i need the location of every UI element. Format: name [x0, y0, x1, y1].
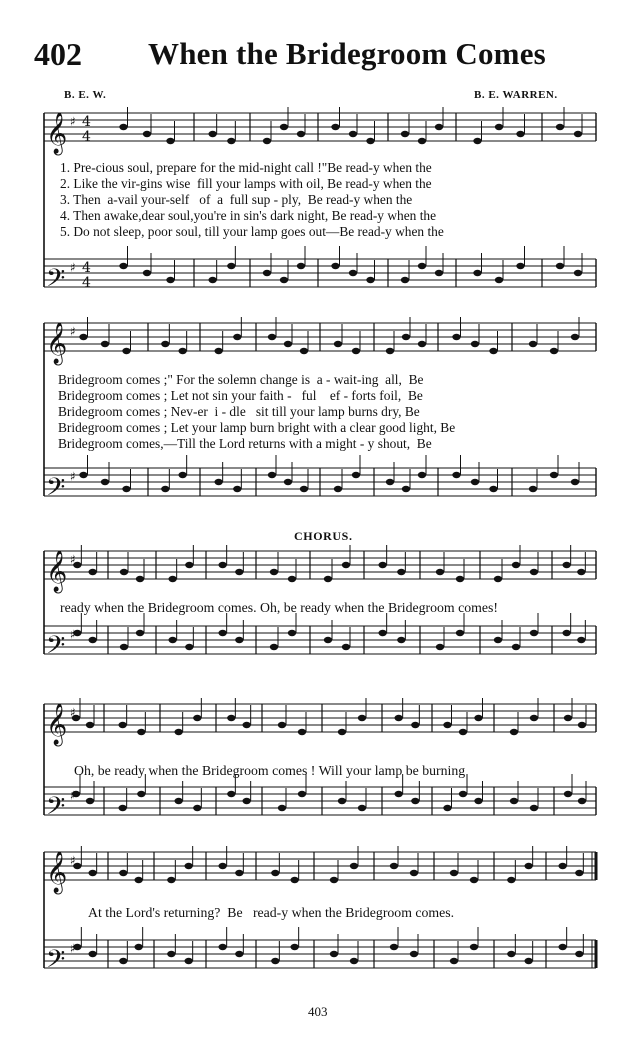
- note-head: [530, 569, 538, 575]
- verse-lyric: Bridegroom comes ; Let your lamp burn bright with a clear good light, Be: [58, 420, 456, 435]
- note-head: [386, 479, 394, 485]
- note-head: [235, 951, 243, 957]
- note-head: [214, 479, 222, 485]
- note-head: [349, 131, 357, 137]
- note-head: [512, 644, 520, 650]
- bass-clef: 𝄢: [46, 945, 66, 980]
- note-head: [564, 715, 572, 721]
- note-head: [394, 715, 402, 721]
- note-head: [349, 270, 357, 276]
- note-head: [450, 958, 458, 964]
- note-head: [401, 131, 409, 137]
- note-head: [571, 334, 579, 340]
- note-head: [134, 944, 142, 950]
- note-head: [101, 341, 109, 347]
- note-head: [342, 644, 350, 650]
- note-head: [297, 263, 305, 269]
- note-head: [577, 569, 585, 575]
- note-head: [452, 334, 460, 340]
- note-head: [556, 263, 564, 269]
- note-head: [474, 798, 482, 804]
- verse-lyric: 5. Do not sleep, poor soul, till your lamp goes out—Be read-y when the: [60, 224, 444, 239]
- note-head: [297, 131, 305, 137]
- note-head: [436, 569, 444, 575]
- note-head: [411, 798, 419, 804]
- note-head: [402, 334, 410, 340]
- note-head: [88, 870, 96, 876]
- note-head: [168, 637, 176, 643]
- note-head: [88, 637, 96, 643]
- note-head: [218, 630, 226, 636]
- note-head: [352, 348, 360, 354]
- note-head: [489, 486, 497, 492]
- note-head: [495, 124, 503, 130]
- note-head: [435, 124, 443, 130]
- time-signature: 4: [82, 129, 91, 145]
- note-head: [495, 277, 503, 283]
- note-head: [86, 722, 94, 728]
- note-head: [470, 944, 478, 950]
- note-head: [122, 348, 130, 354]
- note-head: [174, 798, 182, 804]
- note-head: [227, 715, 235, 721]
- note-head: [298, 729, 306, 735]
- note-head: [435, 270, 443, 276]
- note-head: [530, 630, 538, 636]
- note-head: [530, 805, 538, 811]
- note-head: [410, 951, 418, 957]
- note-head: [185, 562, 193, 568]
- note-head: [331, 124, 339, 130]
- time-signature: 4: [82, 275, 91, 291]
- time-signature: 4: [82, 260, 91, 276]
- note-head: [529, 341, 537, 347]
- note-head: [86, 798, 94, 804]
- note-head: [118, 722, 126, 728]
- note-head: [450, 870, 458, 876]
- note-head: [214, 348, 222, 354]
- note-head: [79, 334, 87, 340]
- note-head: [558, 944, 566, 950]
- note-head: [168, 576, 176, 582]
- note-head: [578, 798, 586, 804]
- note-head: [512, 562, 520, 568]
- note-head: [418, 263, 426, 269]
- note-head: [218, 863, 226, 869]
- note-head: [118, 805, 126, 811]
- note-head: [397, 569, 405, 575]
- sharp-key-signature: ♯: [70, 114, 76, 129]
- note-head: [288, 576, 296, 582]
- note-head: [101, 479, 109, 485]
- note-head: [290, 877, 298, 883]
- note-head: [562, 630, 570, 636]
- note-head: [136, 630, 144, 636]
- note-head: [378, 630, 386, 636]
- note-head: [134, 877, 142, 883]
- note-head: [530, 715, 538, 721]
- refrain-lyric: At the Lord's returning? Be read-y when the Bridegroom comes.: [88, 905, 455, 920]
- note-head: [233, 486, 241, 492]
- note-head: [507, 951, 515, 957]
- verse-lyric: Bridegroom comes ;" For the solemn change is a - wait-ing all, Be: [58, 372, 424, 387]
- note-head: [473, 270, 481, 276]
- note-head: [88, 569, 96, 575]
- note-head: [184, 863, 192, 869]
- words-credit: B. E. W.: [64, 89, 107, 101]
- note-head: [137, 729, 145, 735]
- note-head: [574, 270, 582, 276]
- note-head: [352, 472, 360, 478]
- note-head: [471, 341, 479, 347]
- note-head: [218, 944, 226, 950]
- note-head: [298, 791, 306, 797]
- note-head: [350, 958, 358, 964]
- verse-lyric: 4. Then awake,dear soul,you're in sin's dark night, Be read-y when the: [60, 208, 437, 223]
- note-head: [227, 263, 235, 269]
- note-head: [161, 341, 169, 347]
- refrain-lyric: Oh, be ready when the Bridegroom comes ! Will your lamp be burning: [74, 763, 466, 778]
- note-head: [270, 644, 278, 650]
- note-head: [119, 263, 127, 269]
- note-head: [263, 270, 271, 276]
- bass-clef: 𝄢: [46, 264, 66, 299]
- note-head: [494, 637, 502, 643]
- note-head: [418, 138, 426, 144]
- note-head: [411, 722, 419, 728]
- treble-clef: 𝄞: [46, 323, 68, 364]
- note-head: [378, 562, 386, 568]
- note-head: [300, 486, 308, 492]
- note-head: [218, 562, 226, 568]
- note-head: [443, 805, 451, 811]
- note-head: [556, 124, 564, 130]
- note-head: [280, 277, 288, 283]
- note-head: [494, 576, 502, 582]
- sharp-key-signature: ♯: [70, 552, 76, 567]
- note-head: [161, 486, 169, 492]
- note-head: [235, 569, 243, 575]
- note-head: [166, 277, 174, 283]
- treble-clef: 𝄞: [46, 113, 68, 154]
- note-head: [288, 630, 296, 636]
- verse-lyric: Bridegroom comes,—Till the Lord returns with a might - y shout, Be: [58, 436, 432, 451]
- note-head: [366, 277, 374, 283]
- note-head: [271, 958, 279, 964]
- note-head: [575, 870, 583, 876]
- treble-clef: 𝄞: [46, 704, 68, 745]
- note-head: [524, 863, 532, 869]
- verse-lyric: Bridegroom comes ; Let not sin your faith - ful ef - forts foil, Be: [58, 388, 423, 403]
- note-head: [235, 870, 243, 876]
- note-head: [456, 630, 464, 636]
- sharp-key-signature: ♯: [70, 705, 76, 720]
- note-head: [575, 951, 583, 957]
- note-head: [459, 729, 467, 735]
- music-credit: B. E. WARREN.: [474, 89, 558, 101]
- note-head: [529, 486, 537, 492]
- sharp-key-signature: ♯: [70, 941, 76, 956]
- note-head: [390, 944, 398, 950]
- page-number: 403: [308, 1004, 328, 1019]
- note-head: [401, 277, 409, 283]
- note-head: [574, 131, 582, 137]
- note-head: [471, 479, 479, 485]
- note-head: [489, 348, 497, 354]
- note-head: [459, 791, 467, 797]
- note-head: [136, 576, 144, 582]
- note-head: [338, 798, 346, 804]
- note-head: [263, 138, 271, 144]
- note-head: [120, 644, 128, 650]
- note-head: [524, 958, 532, 964]
- time-signature: 4: [82, 114, 91, 130]
- note-head: [507, 877, 515, 883]
- note-head: [290, 944, 298, 950]
- sharp-key-signature: ♯: [70, 788, 76, 803]
- refrain-lyric: ready when the Bridegroom comes. Oh, be ready when the Bridegroom comes!: [60, 600, 498, 615]
- note-head: [550, 472, 558, 478]
- note-head: [137, 791, 145, 797]
- note-head: [436, 644, 444, 650]
- verse-lyric: Bridegroom comes ; Nev-er i - dle sit till your lamp burns dry, Be: [58, 404, 420, 419]
- note-head: [278, 805, 286, 811]
- note-head: [350, 863, 358, 869]
- note-head: [227, 791, 235, 797]
- sharp-key-signature: ♯: [70, 469, 76, 484]
- note-head: [474, 715, 482, 721]
- note-head: [174, 729, 182, 735]
- note-head: [558, 863, 566, 869]
- note-head: [516, 131, 524, 137]
- sharp-key-signature: ♯: [70, 627, 76, 642]
- note-head: [208, 277, 216, 283]
- note-head: [233, 334, 241, 340]
- note-head: [193, 805, 201, 811]
- note-head: [578, 722, 586, 728]
- note-head: [178, 348, 186, 354]
- note-head: [235, 637, 243, 643]
- note-head: [143, 131, 151, 137]
- note-head: [470, 877, 478, 883]
- note-head: [122, 486, 130, 492]
- note-head: [564, 791, 572, 797]
- note-head: [268, 472, 276, 478]
- note-head: [418, 341, 426, 347]
- note-head: [338, 729, 346, 735]
- verse-lyric: 2. Like the vir-gins wise fill your lamps with oil, Be read-y when the: [60, 176, 432, 191]
- note-head: [284, 479, 292, 485]
- bar-lines: [44, 113, 596, 968]
- bass-clef: 𝄢: [46, 792, 66, 827]
- note-head: [473, 138, 481, 144]
- note-head: [390, 863, 398, 869]
- note-head: [510, 729, 518, 735]
- note-head: [242, 722, 250, 728]
- note-head: [119, 958, 127, 964]
- note-head: [366, 138, 374, 144]
- note-head: [120, 569, 128, 575]
- note-head: [184, 958, 192, 964]
- note-head: [334, 341, 342, 347]
- note-head: [167, 877, 175, 883]
- note-head: [270, 569, 278, 575]
- note-head: [402, 486, 410, 492]
- note-head: [300, 348, 308, 354]
- note-head: [324, 576, 332, 582]
- note-head: [185, 644, 193, 650]
- note-head: [324, 637, 332, 643]
- hymn-number: 402: [34, 36, 82, 72]
- sharp-key-signature: ♯: [70, 260, 76, 275]
- treble-clef: 𝄞: [46, 852, 68, 893]
- note-head: [443, 722, 451, 728]
- note-head: [418, 472, 426, 478]
- hymn-title: When the Bridegroom Comes: [148, 36, 546, 71]
- verse-lyric: 1. Pre-cious soul, prepare for the mid-night call !"Be read-y when the: [60, 160, 432, 175]
- note-head: [410, 870, 418, 876]
- note-head: [268, 334, 276, 340]
- treble-clef: 𝄞: [46, 551, 68, 592]
- note-head: [562, 562, 570, 568]
- note-head: [166, 138, 174, 144]
- bass-clef: 𝄢: [46, 631, 66, 666]
- note-head: [280, 124, 288, 130]
- note-head: [452, 472, 460, 478]
- note-head: [167, 951, 175, 957]
- chorus-label: CHORUS.: [294, 529, 353, 543]
- note-head: [88, 951, 96, 957]
- note-head: [342, 562, 350, 568]
- note-head: [208, 131, 216, 137]
- note-head: [334, 486, 342, 492]
- verse-lyric: 3. Then a-vail your-self of a full sup - ply, Be read-y when the: [60, 192, 413, 207]
- sharp-key-signature: ♯: [70, 324, 76, 339]
- clefs: [46, 112, 91, 980]
- note-head: [516, 263, 524, 269]
- staff-lines: [44, 113, 596, 968]
- note-head: [178, 472, 186, 478]
- note-head: [394, 791, 402, 797]
- note-head: [331, 263, 339, 269]
- note-head: [571, 479, 579, 485]
- note-head: [284, 341, 292, 347]
- bass-clef: 𝄢: [46, 473, 66, 508]
- note-head: [278, 722, 286, 728]
- sharp-key-signature: ♯: [70, 853, 76, 868]
- note-head: [550, 348, 558, 354]
- note-head: [510, 798, 518, 804]
- note-head: [577, 637, 585, 643]
- note-head: [397, 637, 405, 643]
- note-head: [386, 348, 394, 354]
- note-head: [79, 472, 87, 478]
- note-head: [227, 138, 235, 144]
- note-head: [358, 805, 366, 811]
- note-head: [242, 798, 250, 804]
- note-head: [119, 124, 127, 130]
- note-head: [119, 870, 127, 876]
- note-head: [456, 576, 464, 582]
- note-head: [358, 715, 366, 721]
- note-head: [271, 870, 279, 876]
- note-head: [330, 877, 338, 883]
- note-head: [193, 715, 201, 721]
- note-head: [143, 270, 151, 276]
- note-head: [330, 951, 338, 957]
